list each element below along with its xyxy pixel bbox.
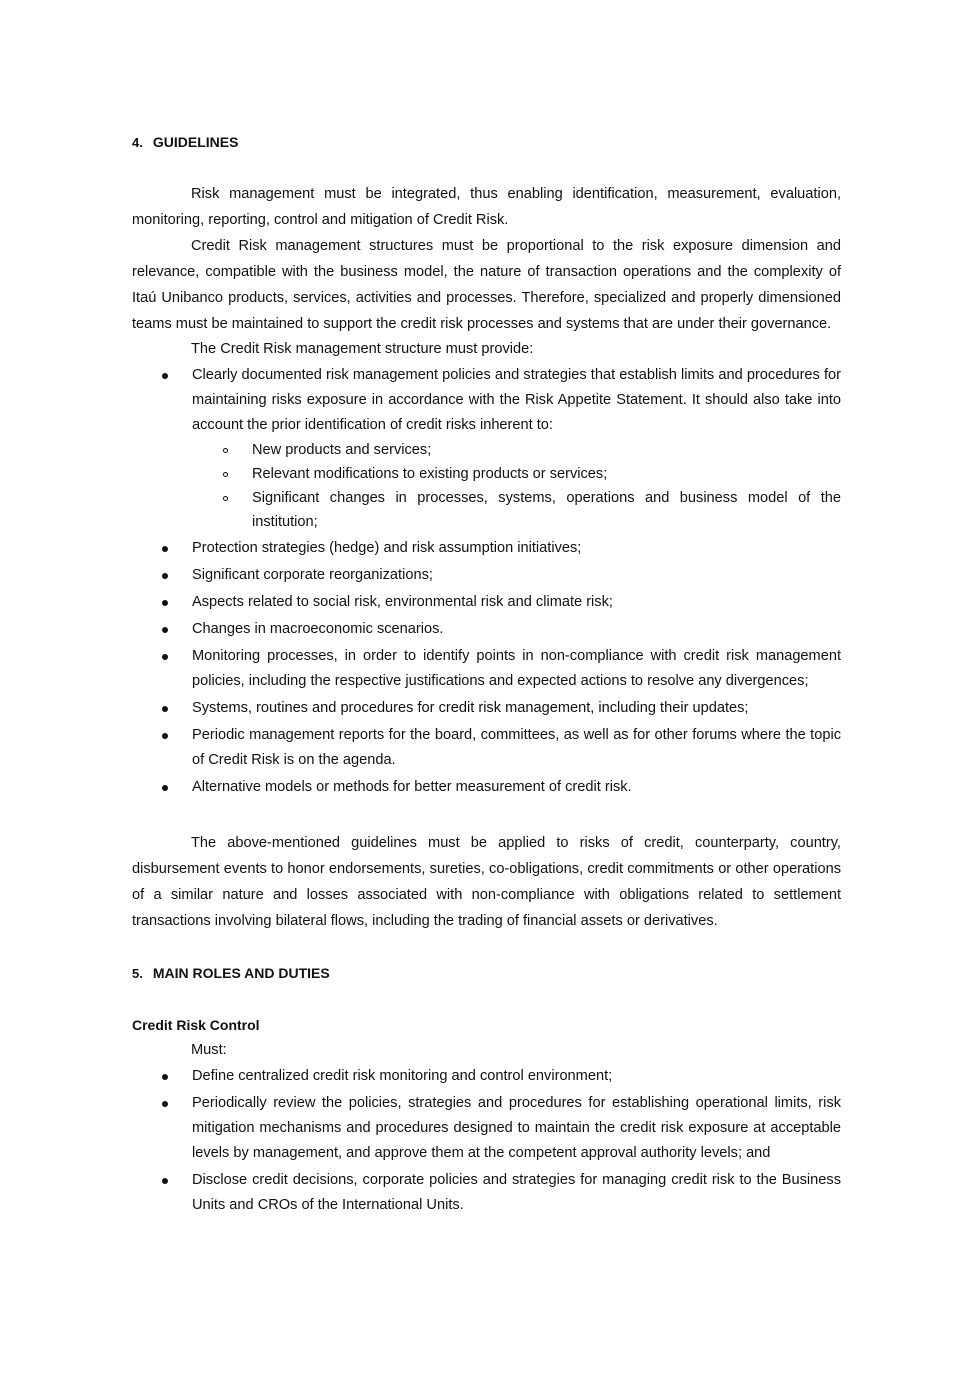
- list-item: [132, 696, 841, 721]
- section-4-title: GUIDELINES: [152, 134, 239, 150]
- section-4-heading: [132, 133, 238, 152]
- bullet-icon: [162, 1178, 168, 1184]
- guidelines-paragraph-1: Risk management must be integrated, thus enabling identification, measurement, evaluation, monitoring, reporting, control and mitigation of Credit Risk.: [132, 186, 841, 228]
- must-label: Must:: [191, 1042, 227, 1058]
- list-item: [132, 723, 841, 773]
- section-5-number: 5.: [132, 966, 143, 981]
- bullet-icon: [162, 573, 168, 579]
- bullet-icon: [162, 785, 168, 791]
- sub-list-item: [132, 438, 841, 462]
- list-item: [132, 563, 841, 588]
- bullet-icon: [162, 373, 168, 379]
- sub-list-item: [132, 486, 841, 534]
- guidelines-bullet-list: [132, 363, 841, 802]
- bullet-icon: [162, 654, 168, 660]
- list-item: [132, 363, 841, 534]
- list-item-text: Protection strategies (hedge) and risk assumption initiatives;: [192, 540, 582, 556]
- circle-bullet-icon: [223, 448, 228, 453]
- list-item-text: Aspects related to social risk, environmental risk and climate risk;: [192, 594, 613, 610]
- list-item: [132, 590, 841, 615]
- section-5-title: MAIN ROLES AND DUTIES: [152, 965, 330, 981]
- guidelines-sub-list: [132, 438, 841, 534]
- list-item: [132, 644, 841, 694]
- list-item-text: Monitoring processes, in order to identify points in non-compliance with credit risk management policies, including the respective justifications and expected actions to resolve any divergences;: [192, 648, 841, 689]
- bullet-icon: [162, 1074, 168, 1080]
- credit-risk-control-heading: Credit Risk Control: [132, 1017, 260, 1033]
- list-item-text: Systems, routines and procedures for credit risk management, including their updates;: [192, 700, 749, 716]
- guidelines-paragraph-4: The above-mentioned guidelines must be applied to risks of credit, counterparty, country, disbursement events to honor endorsements, sureties, co-obligations, credit commitments or other operations of a similar nature and losses associated with non-compliance with obligations related to settlement transactions involving bilateral flows, including the trading of financial assets or derivatives.: [132, 835, 841, 929]
- list-item: [132, 617, 841, 642]
- list-item: [132, 1064, 841, 1089]
- circle-bullet-icon: [223, 496, 228, 501]
- list-item-text: Periodic management reports for the board, committees, as well as for other forums where the topic of Credit Risk is on the agenda.: [192, 727, 841, 768]
- bullet-icon: [162, 627, 168, 633]
- list-item-text: Disclose credit decisions, corporate policies and strategies for managing credit risk to the Business Units and CROs of the International Units.: [192, 1172, 841, 1213]
- bullet-icon: [162, 546, 168, 552]
- list-item-text: Periodically review the policies, strategies and procedures for establishing operational limits, risk mitigation mechanisms and procedures designed to maintain the credit risk exposure at acceptable levels by management, and approve them at the competent approval authority levels; and: [192, 1095, 841, 1161]
- duties-bullet-list: [132, 1064, 841, 1220]
- bullet-icon: [162, 1101, 168, 1107]
- list-item: [132, 775, 841, 800]
- bullet-icon: [162, 706, 168, 712]
- list-item-text: Clearly documented risk management policies and strategies that establish limits and procedures for maintaining risks exposure in accordance with the Risk Appetite Statement. It should also take into account the prior identification of credit risks inherent to:: [192, 367, 841, 433]
- sub-list-item-text: Relevant modifications to existing products or services;: [252, 466, 608, 482]
- list-item: [132, 1091, 841, 1166]
- bullet-icon: [162, 733, 168, 739]
- guidelines-paragraph-2: Credit Risk management structures must be proportional to the risk exposure dimension and relevance, compatible with the business model, the nature of transaction operations and the complexity of Itaú Unibanco products, services, activities and processes. Therefore, specialized and properly dimensioned teams must be maintained to support the credit risk processes and systems that are under their governance.: [132, 238, 841, 332]
- list-item: [132, 1168, 841, 1218]
- circle-bullet-icon: [223, 472, 228, 477]
- section-4-number: 4.: [132, 135, 143, 150]
- list-item: [132, 536, 841, 561]
- list-item-text: Changes in macroeconomic scenarios.: [192, 621, 444, 637]
- list-item-text: Define centralized credit risk monitoring and control environment;: [192, 1068, 613, 1084]
- list-item-text: Significant corporate reorganizations;: [192, 567, 433, 583]
- sub-list-item-text: Significant changes in processes, systems, operations and business model of the institution;: [252, 490, 841, 530]
- bullet-icon: [162, 600, 168, 606]
- guidelines-paragraph-3: The Credit Risk management structure must provide:: [191, 341, 534, 357]
- sub-list-item-text: New products and services;: [252, 442, 432, 458]
- list-item-text: Alternative models or methods for better measurement of credit risk.: [192, 779, 632, 795]
- sub-list-item: [132, 462, 841, 486]
- section-5-heading: [132, 964, 330, 983]
